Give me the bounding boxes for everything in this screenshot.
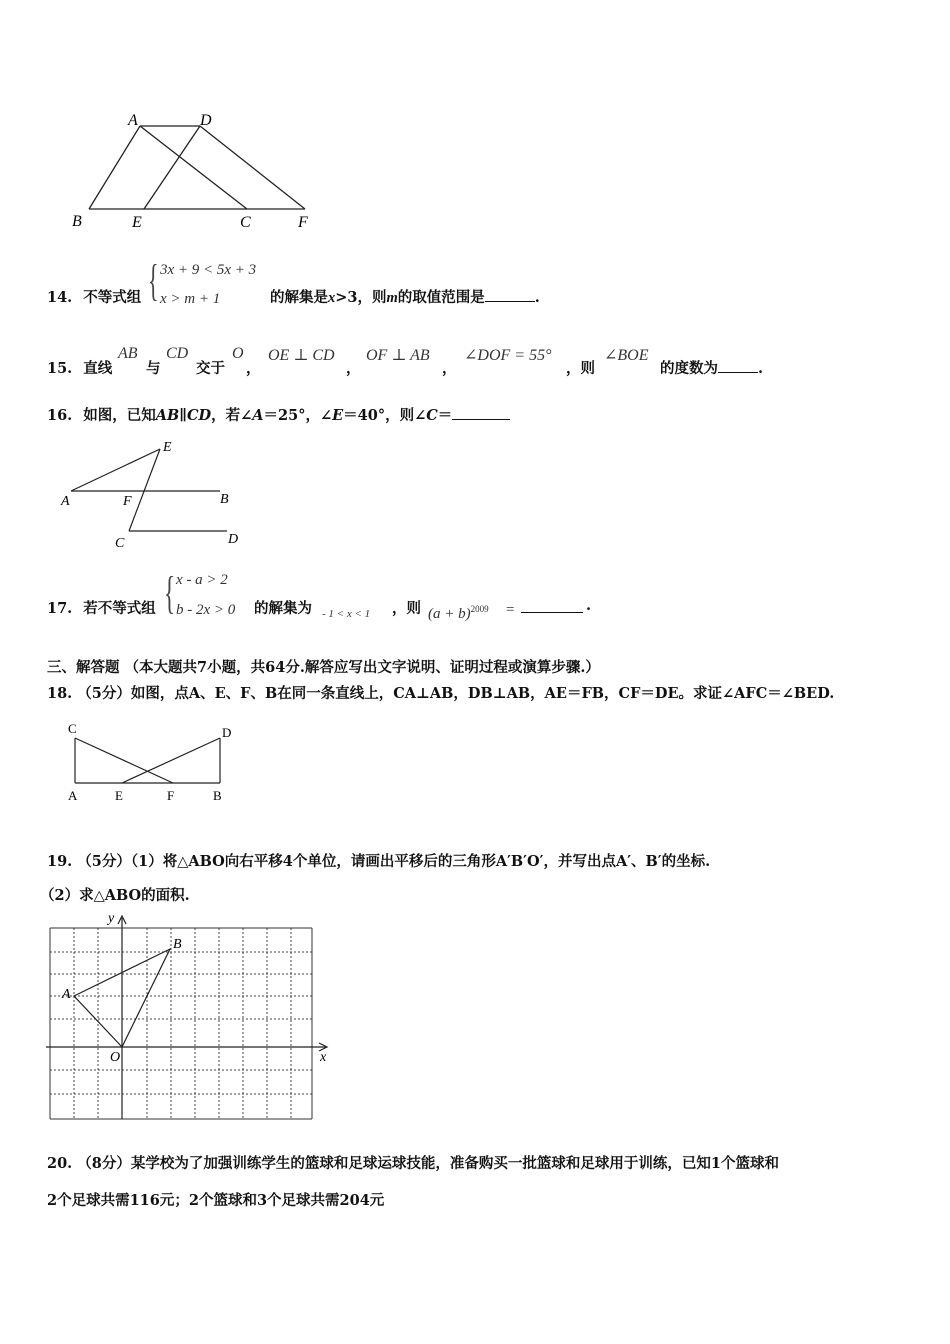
figure-q13 — [60, 105, 330, 235]
question-number: 16. — [47, 407, 73, 424]
text-intersect: 交于 — [196, 360, 225, 377]
math-ab-parallel-cd: AB∥CD — [155, 407, 212, 424]
question-20-line2: 2个足球共需116元；2个篮球和3个足球共需204元 — [47, 1192, 385, 1209]
label-f: F — [298, 214, 308, 231]
text: ＝ — [437, 407, 453, 424]
system-brace: { — [148, 256, 159, 305]
text: 的取值范围是 — [397, 289, 485, 306]
answer-blank[interactable] — [521, 612, 583, 613]
inequality-2: x > m + 1 — [160, 291, 221, 307]
question-14 — [47, 286, 141, 307]
question-19-part2: （2）求△ABO的面积. — [40, 887, 190, 904]
text: 的解集是 — [270, 289, 328, 306]
math-boe: ∠BOE — [604, 347, 649, 364]
figure-q19-grid — [40, 908, 340, 1126]
label-a: A — [61, 494, 70, 509]
text: 如图，已知 — [83, 407, 156, 424]
label-e: E — [132, 214, 142, 231]
question-14-tail — [270, 286, 540, 307]
math-expression — [428, 604, 489, 623]
text-solution: 的解集为 — [254, 600, 312, 617]
system-brace: { — [164, 567, 176, 618]
text: ＝40°，则∠ — [343, 407, 427, 424]
question-19: 19. （5分）（1）将△ABO向右平移4个单位，请画出平移后的三角形A′B′O′，并写出点A′、B′的坐标. — [47, 853, 711, 870]
text: . — [534, 289, 540, 306]
expr-base: (a + b) — [428, 606, 471, 622]
equals-sign: = — [506, 602, 515, 618]
var-x: x — [328, 290, 336, 306]
label-c: C — [115, 536, 125, 551]
question-number: 14. — [47, 289, 73, 306]
section-heading: 三、解答题 （本大题共7小题，共64分.解答应写出文字说明、证明过程或演算步骤.） — [47, 659, 600, 676]
label-f: F — [123, 494, 132, 509]
math-ab: AB — [118, 345, 138, 362]
axis-label-x: x — [320, 1050, 327, 1065]
label-a: A — [68, 788, 78, 803]
question-17 — [47, 597, 156, 618]
var-a: A — [252, 407, 264, 424]
question-number: 17. — [47, 600, 73, 617]
question-text: 不等式组 — [83, 289, 142, 306]
label-e: E — [115, 788, 123, 803]
text-then: ，则 — [566, 360, 595, 377]
text: 的度数为 — [660, 360, 718, 377]
label-e: E — [163, 440, 172, 455]
question-16 — [47, 404, 510, 425]
figure-q18 — [60, 718, 245, 808]
answer-blank[interactable] — [718, 372, 758, 373]
label-f: F — [167, 788, 175, 803]
math-o: O — [232, 345, 244, 362]
comma: ， — [346, 360, 361, 377]
answer-blank[interactable] — [485, 301, 535, 302]
axis-label-y: y — [108, 911, 115, 926]
inequality-2: b - 2x > 0 — [176, 602, 236, 618]
label-d: D — [200, 112, 212, 129]
label-b: B — [72, 213, 82, 230]
question-20: 20. （8分）某学校为了加强训练学生的篮球和足球运球技能，准备购买一批篮球和足球用于训练，已知1个篮球和 — [47, 1155, 779, 1172]
text: 直线 — [83, 360, 113, 377]
label-o: O — [110, 1050, 121, 1065]
var-m: m — [386, 290, 398, 306]
label-a: A — [128, 112, 138, 129]
question-number: 15. — [47, 360, 73, 377]
inequality-1: x - a > 2 — [176, 572, 228, 588]
label-c: C — [68, 721, 77, 736]
comma: ， — [246, 360, 261, 377]
label-d: D — [228, 532, 239, 547]
label-b: B — [213, 788, 222, 803]
text-then: ，则 — [392, 600, 421, 617]
question-15 — [47, 357, 112, 378]
question-text: 若不等式组 — [83, 600, 156, 617]
answer-blank[interactable] — [452, 419, 510, 420]
comma: ， — [442, 360, 457, 377]
label-d: D — [222, 725, 232, 740]
label-a: A — [62, 987, 71, 1002]
figure-q16 — [55, 435, 255, 553]
text: ＝25°，∠ — [263, 407, 333, 424]
label-c: C — [240, 214, 251, 231]
label-b: B — [173, 937, 182, 952]
inequality-1: 3x + 9 < 5x + 3 — [160, 262, 257, 278]
var-c: C — [426, 407, 438, 424]
text: ，若∠ — [211, 407, 253, 424]
math-of-perp-ab: OF ⊥ AB — [366, 347, 430, 364]
var-e: E — [332, 407, 344, 424]
text-with: 与 — [146, 360, 161, 377]
text-degree — [660, 357, 763, 378]
math-range: - 1 < x < 1 — [322, 608, 371, 620]
text: . — [758, 360, 764, 377]
label-b: B — [220, 492, 229, 507]
text: >3，则 — [335, 289, 387, 306]
math-cd: CD — [166, 345, 189, 362]
math-dof: ∠DOF = 55° — [464, 347, 552, 364]
math-oe-perp-cd: OE ⊥ CD — [268, 347, 335, 364]
text-end: . — [586, 597, 592, 614]
expr-exponent: 2009 — [470, 604, 489, 614]
question-18: 18. （5分）如图，点A、E、F、B在同一条直线上，CA⊥AB，DB⊥AB，AE＝FB，CF＝DE。求证∠AFC＝∠BED. — [47, 685, 835, 702]
